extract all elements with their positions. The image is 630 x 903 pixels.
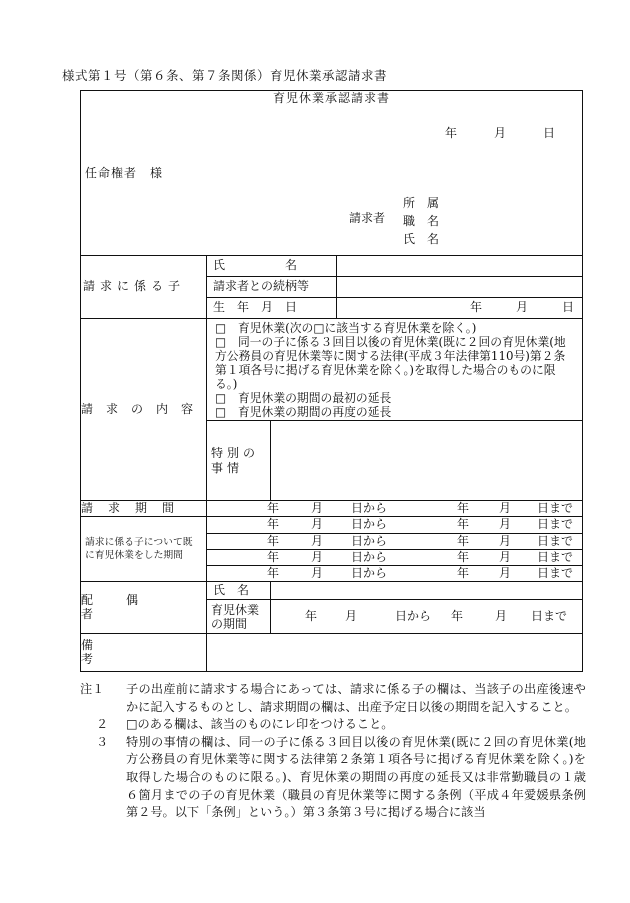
- previous-label-line1: 請求に係る子について既: [85, 537, 193, 548]
- option-first-extension[interactable]: □ 育児休業の期間の最初の延長: [215, 391, 392, 405]
- period-d1: 日から: [395, 608, 432, 623]
- birth-month: 月: [515, 300, 528, 315]
- position-label: 職 名: [403, 214, 440, 228]
- period-d1: 日から: [351, 517, 388, 531]
- period-m1: 月: [311, 500, 324, 515]
- period-d2: 日まで: [537, 517, 574, 531]
- request-date: [445, 127, 555, 141]
- period-m2: 月: [499, 533, 512, 548]
- addressee: 任命権者 様: [85, 166, 164, 180]
- child-label-text: 請求に係る子: [83, 279, 186, 294]
- period-m1: 月: [311, 533, 324, 548]
- period-d2: 日まで: [537, 549, 574, 564]
- period-y2: 年: [457, 549, 470, 564]
- period-d2: 日まで: [537, 500, 574, 515]
- note-1-text: 子の出産前に請求する場合にあっては、請求に係る子の欄は、当該子の出産後速やかに記入するものとし、請求期間の欄は、出産予定日以後の期間を記入すること。: [126, 682, 586, 714]
- period-d2: 日まで: [537, 565, 574, 580]
- birth-date-field[interactable]: [337, 298, 583, 319]
- period-y2: 年: [457, 500, 470, 515]
- previous-leave-label: [81, 517, 207, 582]
- note-2: [80, 716, 586, 734]
- option-second-extension[interactable]: □ 育児休業の期間の再度の延長: [215, 405, 392, 419]
- content-label-text: 請求の内容: [81, 401, 207, 416]
- remarks-label-text: 備考: [81, 637, 176, 666]
- note-2-number: ２: [96, 717, 109, 732]
- date-year: 年: [445, 126, 458, 140]
- period-y1: 年: [267, 533, 280, 548]
- date-month: 月: [493, 126, 506, 140]
- previous-period-field[interactable]: [207, 534, 583, 550]
- period-d2: 日まで: [531, 608, 568, 623]
- name-label: 氏 名: [403, 232, 440, 246]
- spouse-period-field[interactable]: [271, 600, 583, 634]
- period-d1: 日から: [351, 565, 388, 580]
- period-d2: 日まで: [537, 533, 574, 548]
- spouse-name-label: 氏 名: [207, 582, 271, 600]
- date-day: 日: [542, 126, 555, 140]
- previous-period-field[interactable]: [207, 566, 583, 582]
- period-m1: 月: [311, 549, 324, 564]
- period-y1: 年: [267, 549, 280, 564]
- remarks-field[interactable]: [207, 634, 583, 672]
- period-y1: 年: [267, 500, 280, 515]
- period-m2: 月: [499, 500, 512, 515]
- spouse-label-text: 配偶者: [81, 592, 172, 621]
- spouse-period-label-text: 育児休業の期間: [211, 602, 260, 631]
- option-childcare-leave[interactable]: □ 育児休業(次の□に該当する育児休業を除く。): [215, 321, 477, 335]
- note-1: [80, 681, 586, 716]
- child-section-label: [81, 256, 207, 319]
- requester-fields: [403, 194, 439, 248]
- content-options: [207, 319, 583, 421]
- form-title: 育児休業承認請求書: [273, 91, 391, 105]
- period-d1: 日から: [351, 549, 388, 564]
- birth-year: 年: [469, 300, 482, 315]
- relation-label: 請求者との続柄等: [207, 277, 337, 298]
- period-d1: 日から: [351, 533, 388, 548]
- previous-period-field[interactable]: [207, 517, 583, 534]
- previous-period-field[interactable]: [207, 550, 583, 566]
- period-m2: 月: [495, 608, 508, 623]
- period-y1: 年: [267, 565, 280, 580]
- birth-day: 日: [562, 300, 575, 315]
- child-name-label: 氏 名: [207, 256, 337, 277]
- header-block: [81, 91, 583, 256]
- period-y1: 年: [267, 517, 280, 531]
- period-m2: 月: [499, 549, 512, 564]
- period-d1: 日から: [351, 500, 388, 515]
- previous-label-line2: に育児休業をした期間: [85, 550, 183, 561]
- special-circumstances-field[interactable]: [271, 421, 583, 501]
- period-y2: 年: [457, 533, 470, 548]
- period-y2: 年: [457, 517, 470, 531]
- remarks-label: [81, 634, 207, 672]
- request-period-row: [207, 502, 582, 516]
- period-m1: 月: [311, 517, 324, 531]
- note-3-text: 特別の事情の欄は、同一の子に係る３回目以後の育児休業(既に２回の育児休業(地方公務員の育児休業等に関する法律第２条第１項各号に掲げる育児休業を除く。)を取得した場合のものに限る。)、育児休業の期間の再度の延長又は非常勤職員の１歳６箇月までの子の育児休業（職員の育児休業等に関する条例（平成４年愛媛県条例第２号。以下「条例」という。）第３条第３号に掲げる場合に該当: [126, 734, 586, 820]
- request-period-field[interactable]: [207, 501, 583, 517]
- period-m2: 月: [499, 517, 512, 531]
- option-third-leave[interactable]: □ 同一の子に係る３回目以後の育児休業(既に２回の育児休業(地方公務員の育児休業等に関する法律(平成３年法律第110号)第２条第１項各号に掲げる育児休業を除く。)を取得した場合のものに限る。): [215, 335, 566, 391]
- note-1-number: 注１: [80, 682, 105, 696]
- request-period-label: [81, 501, 207, 517]
- form-heading: 様式第１号（第６条、第７条関係）育児休業承認請求書: [62, 68, 388, 83]
- note-3-number: ３: [96, 734, 109, 749]
- notes: [80, 681, 586, 822]
- birth-date-label: 生 年 月 日: [207, 298, 337, 319]
- child-name-field[interactable]: [337, 256, 583, 277]
- request-form-table: [80, 90, 583, 672]
- content-section-label: [81, 319, 207, 501]
- period-m2: 月: [499, 565, 512, 580]
- previous-period-row: [207, 535, 582, 549]
- affiliation-label: 所 属: [403, 196, 440, 210]
- period-y2: 年: [457, 565, 470, 580]
- note-3: [80, 734, 586, 822]
- relation-field[interactable]: [337, 277, 583, 298]
- period-m1: 月: [311, 565, 324, 580]
- spouse-period-row: [271, 610, 582, 624]
- special-label-text: 特別の事情: [211, 445, 260, 475]
- spouse-name-field[interactable]: [271, 582, 583, 600]
- period-y1: 年: [305, 608, 318, 623]
- period-label-text: 請求期間: [81, 500, 190, 515]
- previous-period-row: [207, 518, 582, 532]
- period-y2: 年: [451, 608, 464, 623]
- spouse-period-label: [207, 600, 271, 634]
- special-circumstances-label: [207, 421, 271, 501]
- previous-period-row: [207, 551, 582, 565]
- requester-label: 請求者: [349, 211, 386, 225]
- previous-period-row: [207, 567, 582, 581]
- spouse-section-label: [81, 582, 207, 634]
- period-m1: 月: [345, 608, 358, 623]
- note-2-text: □のある欄は、該当のものにレ印をつけること。: [126, 717, 394, 732]
